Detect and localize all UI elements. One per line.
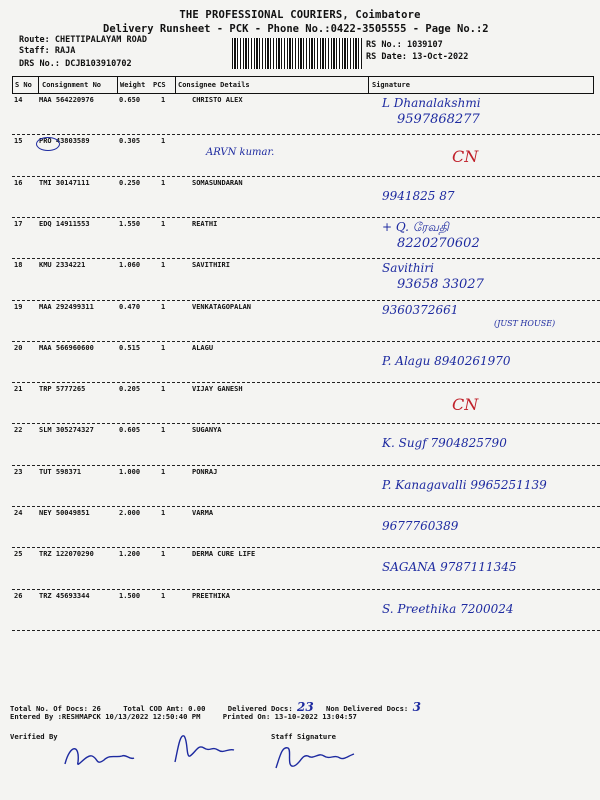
pen-circle-mark	[36, 137, 60, 151]
cell-sno: 24	[14, 509, 23, 517]
col-consignment: Consignment No	[42, 81, 102, 89]
row-separator	[12, 176, 600, 177]
cell-weight: 1.000	[119, 468, 141, 476]
signature-phone: (JUST HOUSE)	[494, 319, 556, 328]
delivered-label: Delivered Docs:	[227, 704, 293, 713]
table-header	[12, 76, 594, 94]
cell-sno: 16	[14, 179, 23, 187]
cell-sno: 22	[14, 426, 23, 434]
cell-consignee: SOMASUNDARAN	[192, 179, 243, 187]
staff-label: Staff:	[19, 46, 50, 56]
delivered-value: 23	[297, 700, 314, 714]
cell-weight: 0.250	[119, 179, 141, 187]
cell-sno: 23	[14, 468, 23, 476]
cell-pcs: 1	[161, 220, 166, 228]
divider	[117, 77, 118, 93]
non-delivered-label: Non Delivered Docs:	[326, 704, 409, 713]
row-separator	[12, 341, 600, 342]
cell-consignee: DERMA CURE LIFE	[192, 550, 256, 558]
table-row	[12, 468, 592, 507]
rs-number-info	[366, 40, 443, 50]
cell-consignment-no: KMU 2334221	[39, 261, 86, 269]
table-row	[12, 179, 592, 218]
cell-pcs: 1	[161, 344, 166, 352]
row-separator	[12, 423, 600, 424]
total-docs-label: Total No. Of Docs:	[10, 704, 88, 713]
drs-label: DRS No.:	[19, 59, 60, 69]
table-row	[12, 426, 592, 465]
entered-by: Entered By :RESHMAPCK 10/13/2022 12:50:40 PM	[10, 712, 201, 721]
cell-pcs: 1	[161, 426, 166, 434]
cell-consignment-no: MAA 566960600	[39, 344, 94, 352]
signature-phone: 8220270602	[397, 236, 480, 251]
cell-consignment-no: PRO 43803589	[39, 137, 90, 145]
total-cod-value: 0.00	[188, 704, 206, 713]
drs-value: DCJB103910702	[65, 59, 132, 69]
table-row	[12, 592, 592, 631]
entry-info	[10, 712, 357, 721]
cell-sno: 25	[14, 550, 23, 558]
table-row	[12, 137, 592, 176]
total-cod-label: Total COD Amt:	[123, 704, 184, 713]
cell-pcs: 1	[161, 179, 166, 187]
table-row	[12, 550, 592, 589]
signature-entry: 9360372661	[382, 303, 459, 317]
cell-sno: 19	[14, 303, 23, 311]
col-weight: Weight	[120, 81, 146, 89]
table-row	[12, 509, 592, 548]
table-row	[12, 303, 592, 342]
cell-pcs: 1	[161, 261, 166, 269]
cell-consignee: PONRAJ	[192, 468, 218, 476]
runsheet-title: Delivery Runsheet - PCK - Phone No.:0422-3505555 - Page No.:2	[103, 23, 489, 35]
company-title: THE PROFESSIONAL COURIERS, Coimbatore	[179, 9, 421, 21]
table-row	[12, 96, 592, 135]
signature-entry: K. Sugf 7904825790	[382, 436, 507, 450]
cell-pcs: 1	[161, 96, 166, 104]
cell-weight: 0.515	[119, 344, 141, 352]
staff-signature	[268, 738, 358, 778]
cell-sno: 26	[14, 592, 23, 600]
cell-sno: 20	[14, 344, 23, 352]
cell-consignment-no: TRZ 45693344	[39, 592, 90, 600]
staff-info	[19, 46, 75, 56]
divider	[175, 77, 176, 93]
signature-entry: P. Kanagavalli 9965251139	[382, 478, 547, 492]
cell-weight: 0.470	[119, 303, 141, 311]
signature-entry: CN	[452, 147, 479, 166]
cell-weight: 0.205	[119, 385, 141, 393]
table-row	[12, 220, 592, 259]
cell-weight: 1.550	[119, 220, 141, 228]
cell-pcs: 1	[161, 592, 166, 600]
cell-consignee: PREETHIKA	[192, 592, 230, 600]
row-separator	[12, 217, 600, 218]
signature-entry: 9677760389	[382, 519, 459, 533]
cell-sno: 14	[14, 96, 23, 104]
divider	[38, 77, 39, 93]
cell-consignment-no: SLM 305274327	[39, 426, 94, 434]
row-separator	[12, 630, 600, 631]
rs-date-value: 13-Oct-2022	[412, 52, 469, 62]
rs-number-label: RS No.:	[366, 40, 402, 50]
cell-weight: 1.200	[119, 550, 141, 558]
cell-weight: 0.305	[119, 137, 141, 145]
cell-consignee: VENKATAGOPALAN	[192, 303, 252, 311]
rs-date-label: RS Date:	[366, 52, 407, 62]
col-signature: Signature	[372, 81, 410, 89]
cell-weight: 0.650	[119, 96, 141, 104]
row-separator	[12, 506, 600, 507]
signature-entry: CN	[452, 395, 479, 414]
signature-entry: + Q. ரேவதி	[382, 220, 449, 234]
col-sno: S No	[15, 81, 32, 89]
cell-consignment-no: TRZ 122070290	[39, 550, 94, 558]
verified-by-label: Verified By	[10, 732, 58, 741]
total-docs-value: 26	[92, 704, 101, 713]
cell-consignment-no: EDQ 14911553	[39, 220, 90, 228]
row-separator	[12, 258, 600, 259]
cell-consignee: VARMA	[192, 509, 214, 517]
cell-consignment-no: TMI 30147111	[39, 179, 90, 187]
staff-signature-label: Staff Signature	[271, 732, 336, 741]
cell-pcs: 1	[161, 385, 166, 393]
cell-consignment-no: MAA 564220976	[39, 96, 94, 104]
cell-weight: 2.000	[119, 509, 141, 517]
row-separator	[12, 465, 600, 466]
verified-signature	[60, 734, 140, 774]
cell-pcs: 1	[161, 550, 166, 558]
rs-date-info	[366, 52, 468, 62]
drs-info	[19, 59, 132, 69]
cell-sno: 17	[14, 220, 23, 228]
table-row	[12, 261, 592, 300]
cell-consignment-no: TRP 5777265	[39, 385, 86, 393]
cell-consignee: VIJAY GANESH	[192, 385, 243, 393]
cell-pcs: 1	[161, 509, 166, 517]
col-consignee: Consignee Details	[178, 81, 250, 89]
cell-sno: 15	[14, 137, 23, 145]
signature-entry: 9941825 87	[382, 189, 455, 203]
cell-pcs: 1	[161, 137, 166, 145]
printed-on: Printed On: 13-10-2022 13:04:57	[222, 712, 357, 721]
cell-sno: 18	[14, 261, 23, 269]
non-delivered-value: 3	[412, 700, 421, 714]
route-value: CHETTIPALAYAM ROAD	[54, 35, 147, 45]
route-label: Route:	[19, 35, 50, 45]
initial-signature	[170, 728, 240, 768]
cell-consignment-no: MAA 292499311	[39, 303, 94, 311]
cell-weight: 1.060	[119, 261, 141, 269]
signature-entry: L Dhanalakshmi	[382, 96, 481, 110]
table-row	[12, 385, 592, 424]
col-pcs: PCS	[153, 81, 166, 89]
signature-entry: Savithiri	[382, 261, 434, 275]
row-separator	[12, 589, 600, 590]
cell-consignment-no: NEY 50049851	[39, 509, 90, 517]
divider	[368, 77, 369, 93]
cell-consignee: CHRISTO ALEX	[192, 96, 243, 104]
row-separator	[12, 547, 600, 548]
row-separator	[12, 300, 600, 301]
row-separator	[12, 134, 600, 135]
cell-pcs: 1	[161, 468, 166, 476]
cell-consignee: SUGANYA	[192, 426, 222, 434]
cell-consignment-no: TUT 598371	[39, 468, 82, 476]
cell-consignee: ALAGU	[192, 344, 214, 352]
table-row	[12, 344, 592, 383]
cell-weight: 1.500	[119, 592, 141, 600]
barcode-image	[232, 38, 362, 69]
cell-weight: 0.605	[119, 426, 141, 434]
signature-phone: 9597868277	[397, 112, 480, 127]
route-info	[19, 35, 147, 45]
cell-consignee: REATHI	[192, 220, 218, 228]
signature-entry: P. Alagu 8940261970	[382, 354, 511, 368]
cell-pcs: 1	[161, 303, 166, 311]
signature-entry: S. Preethika 7200024	[382, 602, 514, 616]
cell-sno: 21	[14, 385, 23, 393]
signature-entry: SAGANA 9787111345	[382, 560, 517, 574]
cell-consignee: ARVN kumar.	[206, 147, 275, 158]
row-separator	[12, 382, 600, 383]
cell-consignee: SAVITHIRI	[192, 261, 230, 269]
signature-phone: 93658 33027	[397, 277, 484, 292]
staff-value: RAJA	[54, 46, 76, 56]
rs-number-value: 1039107	[406, 40, 443, 50]
